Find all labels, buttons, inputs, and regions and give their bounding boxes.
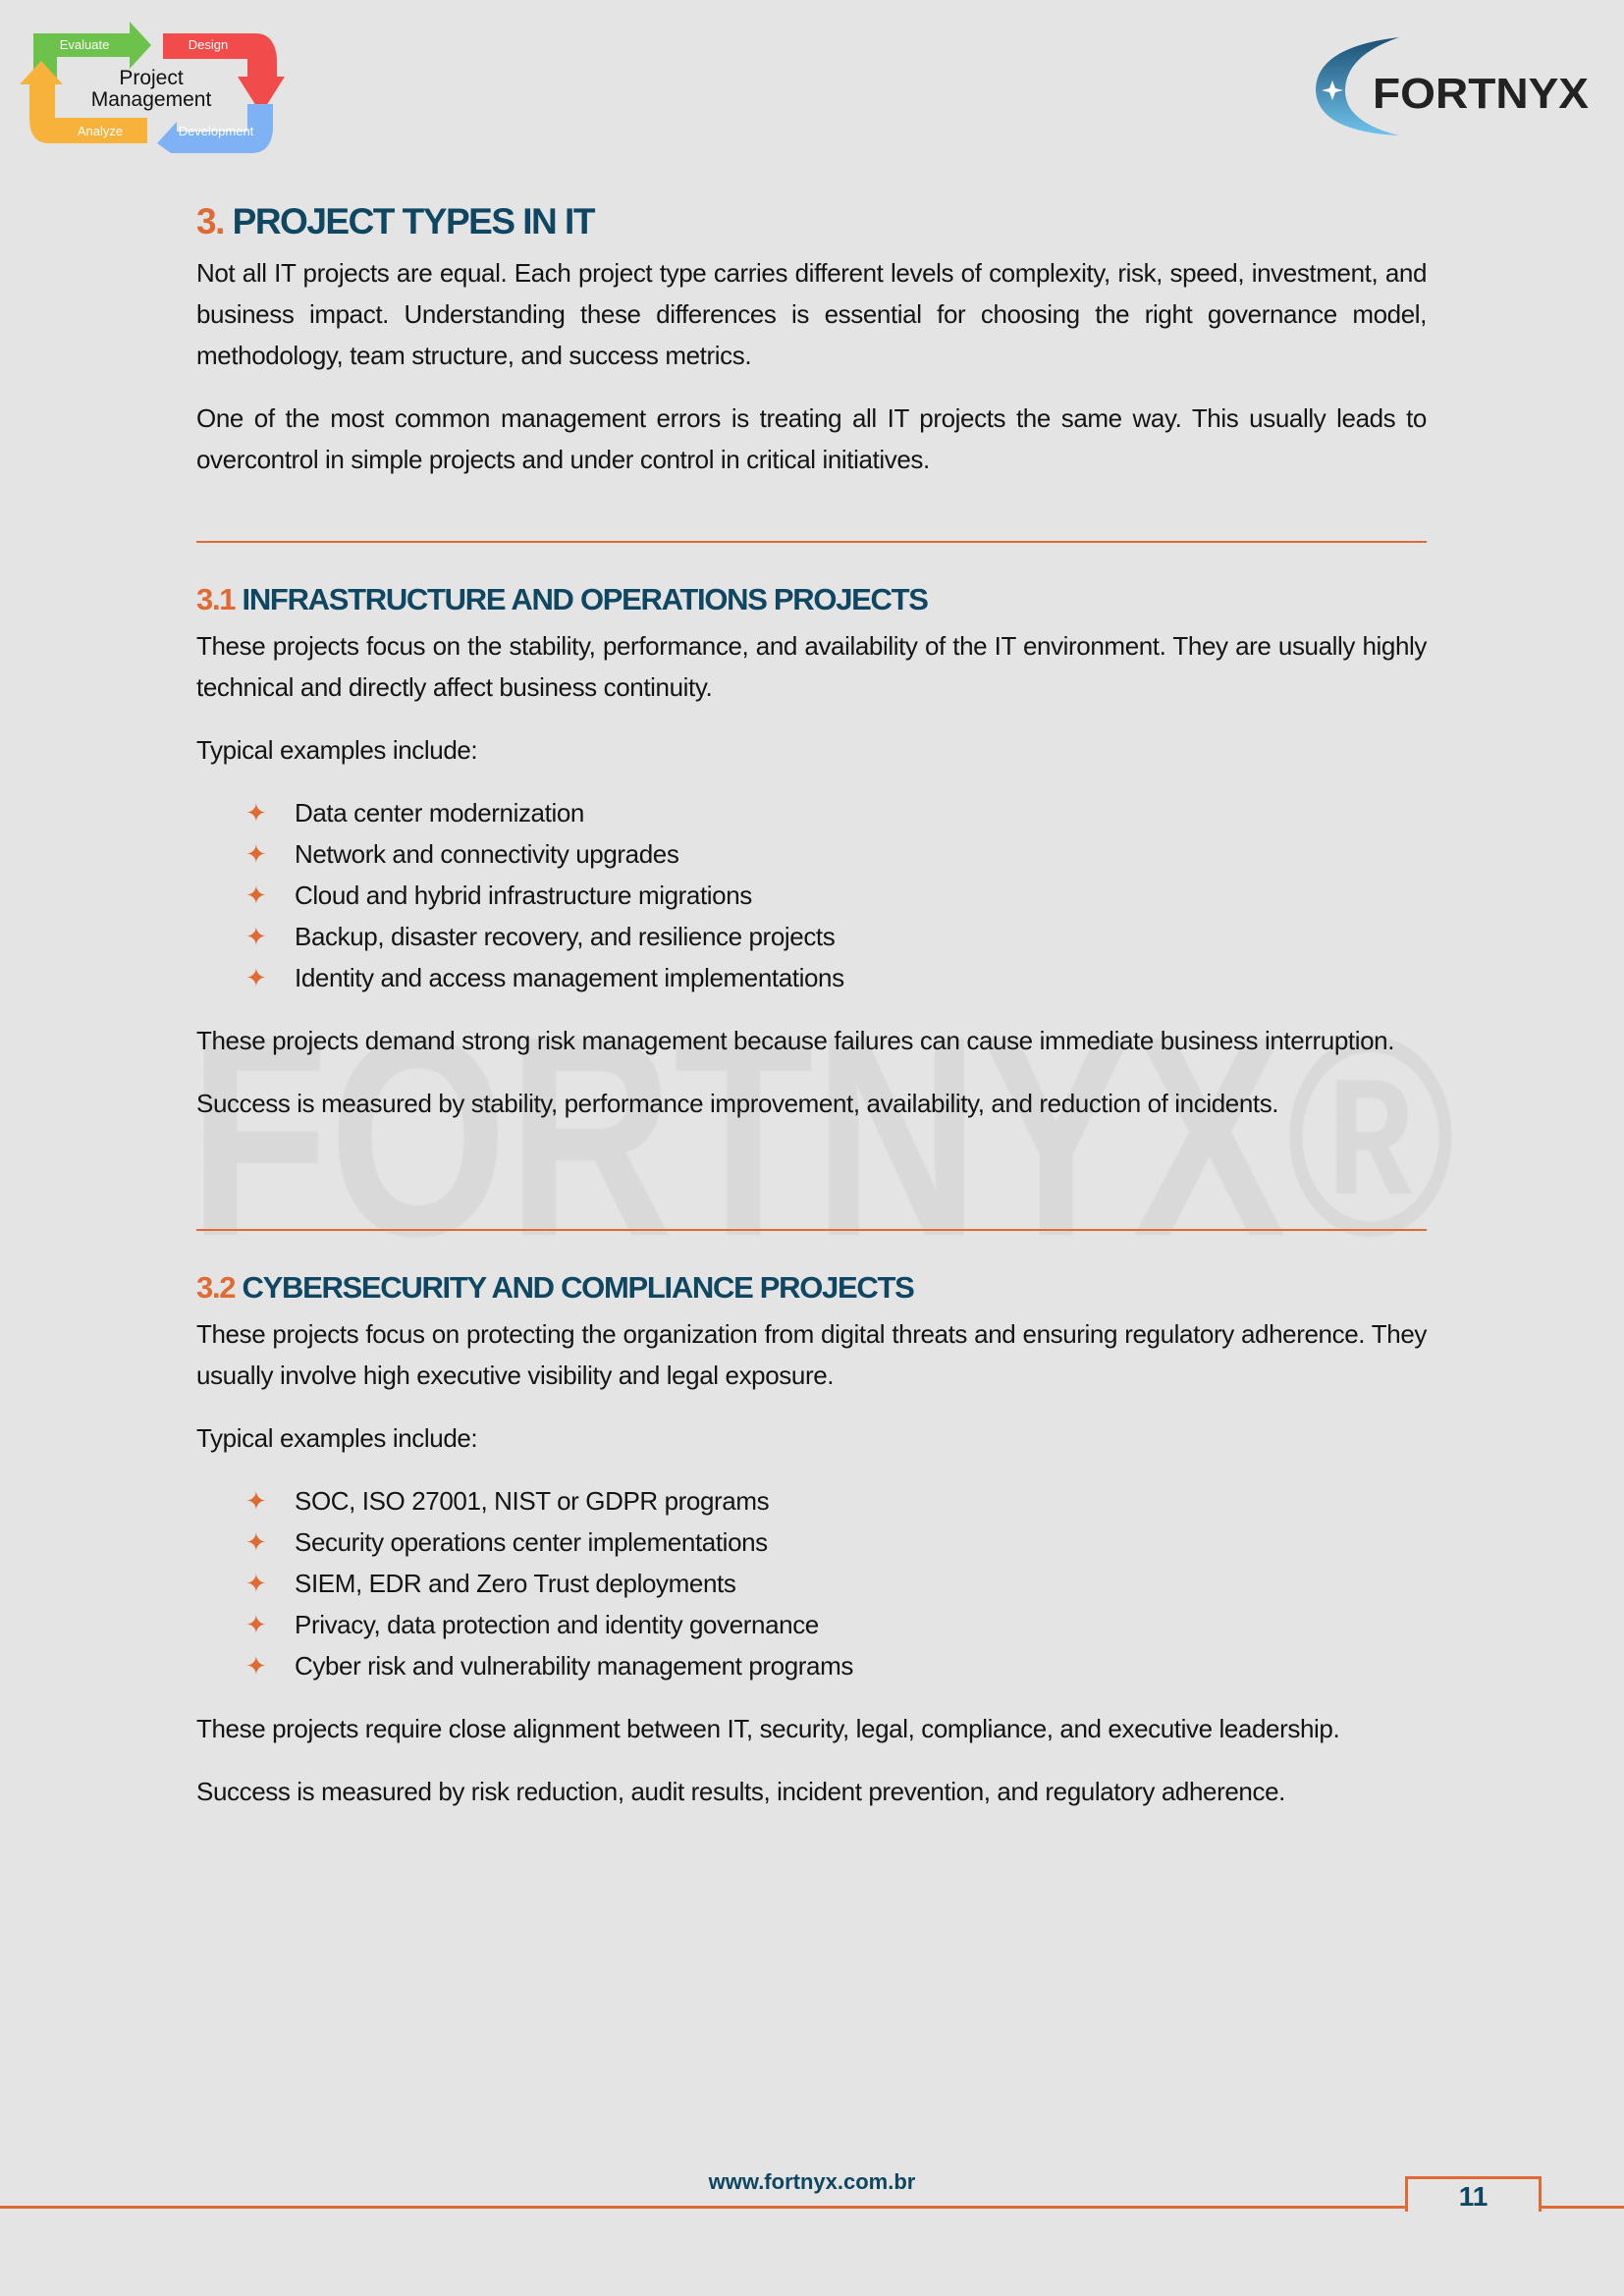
list-item: ✦ Data center modernization — [196, 792, 1427, 833]
star-bullet-icon: ✦ — [245, 1486, 267, 1516]
section-number: 3. — [196, 201, 224, 241]
star-bullet-icon: ✦ — [245, 839, 267, 869]
cycle-center-label-line2: Management — [90, 88, 212, 111]
subsection-title: 3.1 INFRASTRUCTURE AND OPERATIONS PROJECTS — [196, 582, 928, 616]
section-title: 3. PROJECT TYPES IN IT — [196, 201, 594, 241]
brand-name: FORTNYX — [1373, 70, 1589, 118]
paragraph: One of the most common management errors is treating all IT projects the same way. This usually leads to overcontrol in simple projects and under control in critical initiatives. — [196, 403, 1427, 474]
paragraph: These projects require close alignment between IT, security, legal, compliance, and executive leadership. — [196, 1714, 1340, 1743]
example-list — [196, 1480, 1427, 1686]
cycle-step-design: Design — [188, 37, 229, 52]
paragraph: Not all IT projects are equal. Each project type carries different levels of complexity, risk, speed, investment, and business impact. Understanding these differences is essential for choosing the right governance model, methodology, team structure, and success metrics. — [196, 258, 1427, 370]
page-number: 11 — [1458, 2181, 1489, 2212]
list-item: ✦ Identity and access management implementations — [196, 957, 1427, 998]
footer-url[interactable]: www.fortnyx.com.br — [708, 2169, 916, 2194]
subsection-3-2 — [196, 1270, 1427, 1812]
list-item: ✦ Backup, disaster recovery, and resilience projects — [196, 916, 1427, 957]
divider — [196, 541, 1427, 543]
star-bullet-icon: ✦ — [245, 798, 267, 828]
section-intro — [196, 201, 1427, 480]
cycle-step-evaluate: Evaluate — [59, 37, 110, 52]
star-bullet-icon: ✦ — [245, 1527, 267, 1557]
cycle-center-label-line1: Project — [119, 67, 184, 89]
subsection-3-1 — [196, 582, 1427, 1124]
examples-label: Typical examples include: — [196, 1423, 478, 1453]
footer-line — [0, 2206, 1624, 2209]
star-bullet-icon: ✦ — [245, 1569, 267, 1598]
paragraph: These projects focus on protecting the organization from digital threats and ensuring regulatory adherence. They usually involve high executive visibility and legal exposure. — [196, 1319, 1427, 1390]
paragraph: These projects demand strong risk management because failures can cause immediate business interruption. — [196, 1026, 1395, 1055]
project-management-cycle-logo — [20, 20, 287, 157]
star-bullet-icon: ✦ — [245, 881, 267, 910]
list-item: ✦ Security operations center implementations — [196, 1522, 1427, 1563]
star-bullet-icon: ✦ — [245, 1610, 267, 1639]
divider — [196, 1229, 1427, 1231]
cycle-step-development: Development — [178, 124, 254, 138]
list-item: ✦ Cloud and hybrid infrastructure migrations — [196, 875, 1427, 916]
list-item: ✦ SOC, ISO 27001, NIST or GDPR programs — [196, 1480, 1427, 1522]
star-bullet-icon: ✦ — [245, 922, 267, 951]
examples-label: Typical examples include: — [196, 735, 478, 765]
paragraph: Success is measured by stability, performance improvement, availability, and reduction of incidents. — [196, 1089, 1279, 1118]
paragraph: These projects focus on the stability, performance, and availability of the IT environment. They are usually highly technical and directly affect business continuity. — [196, 631, 1427, 702]
fortnyx-logo — [1306, 33, 1600, 139]
subsection-title: 3.2 CYBERSECURITY AND COMPLIANCE PROJECTS — [196, 1270, 914, 1305]
example-list — [196, 792, 1427, 998]
list-item: ✦ Network and connectivity upgrades — [196, 833, 1427, 875]
cycle-step-analyze: Analyze — [77, 124, 124, 138]
star-bullet-icon: ✦ — [245, 963, 267, 992]
list-item: ✦ Privacy, data protection and identity governance — [196, 1604, 1427, 1645]
list-item: ✦ Cyber risk and vulnerability management programs — [196, 1645, 1427, 1686]
paragraph: Success is measured by risk reduction, audit results, incident prevention, and regulatory adherence. — [196, 1777, 1285, 1806]
star-bullet-icon: ✦ — [245, 1651, 267, 1681]
list-item: ✦ SIEM, EDR and Zero Trust deployments — [196, 1563, 1427, 1604]
